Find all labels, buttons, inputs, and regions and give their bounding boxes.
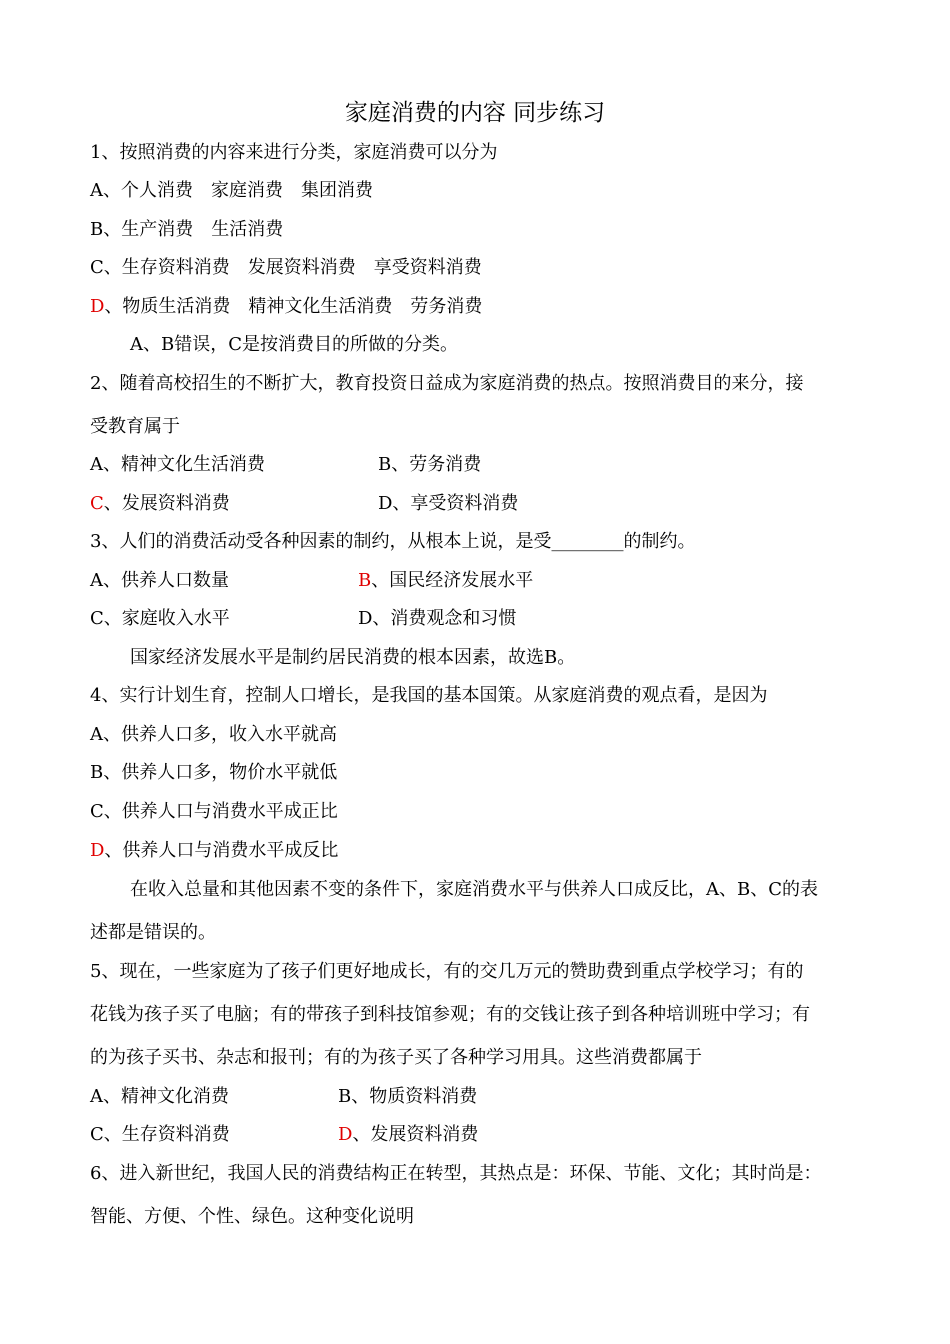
answer-letter: D (338, 1124, 353, 1145)
question-2-stem-line-1: 2、随着高校招生的不断扩大，教育投资日益成为家庭消费的热点。按照消费目的来分，接 (90, 373, 804, 394)
option-text: 、国民经济发展水平 (371, 570, 534, 591)
page-title: 家庭消费的内容 同步练习 (344, 100, 606, 126)
question-5-option-c: C、生存资料消费 (90, 1124, 230, 1145)
question-4-option-b: B、供养人口多，物价水平就低 (90, 762, 338, 783)
question-1-option-d (90, 294, 482, 320)
question-2-stem-line-2: 受教育属于 (90, 416, 180, 437)
question-3-option-a: A、供养人口数量 (90, 570, 229, 591)
question-1-option-b: B、生产消费 生活消费 (90, 219, 284, 240)
question-3-stem: 3、人们的消费活动受各种因素的制约，从根本上说，是受________的制约。 (90, 531, 696, 552)
question-3-option-c: C、家庭收入水平 (90, 608, 230, 629)
question-4-option-d (90, 838, 338, 864)
question-4-explanation-line-1: 在收入总量和其他因素不变的条件下，家庭消费水平与供养人口成反比，A、B、C的表 (130, 879, 818, 900)
question-4-stem: 4、实行计划生育，控制人口增长，是我国的基本国策。从家庭消费的观点看，是因为 (90, 685, 768, 706)
question-6-stem-line-2: 智能、方便、个性、绿色。这种变化说明 (90, 1206, 414, 1227)
option-text: 、发展资料消费 (103, 493, 230, 514)
question-2-option-d: D、享受资料消费 (378, 493, 519, 514)
question-6-stem-line-1: 6、进入新世纪，我国人民的消费结构正在转型，其热点是：环保、节能、文化；其时尚是： (90, 1163, 822, 1184)
option-text: 、供养人口与消费水平成反比 (104, 840, 339, 861)
answer-letter: C (90, 493, 104, 514)
question-2-option-b: B、劳务消费 (378, 454, 482, 475)
option-text: 、物质生活消费 精神文化生活消费 劳务消费 (104, 296, 483, 317)
answer-letter: B (358, 570, 372, 591)
question-1-option-c: C、生存资料消费 发展资料消费 享受资料消费 (90, 257, 482, 278)
question-5-option-b: B、物质资料消费 (338, 1086, 478, 1107)
question-1-stem: 1、按照消费的内容来进行分类，家庭消费可以分为 (90, 142, 498, 163)
question-1-explanation: A、B错误，C是按消费目的所做的分类。 (130, 334, 458, 355)
question-4-option-c: C、供养人口与消费水平成正比 (90, 801, 338, 822)
question-5-option-a: A、精神文化消费 (90, 1086, 229, 1107)
question-5-option-d (338, 1122, 478, 1148)
question-5-stem-line-3: 的为孩子买书、杂志和报刊；有的为孩子买了各种学习用具。这些消费都属于 (90, 1047, 702, 1068)
question-3-explanation: 国家经济发展水平是制约居民消费的根本因素，故选B。 (130, 647, 576, 668)
question-5-stem-line-1: 5、现在，一些家庭为了孩子们更好地成长，有的交几万元的赞助费到重点学校学习；有的 (90, 961, 804, 982)
question-3-option-d: D、消费观念和习惯 (358, 608, 517, 629)
question-1-option-a: A、个人消费 家庭消费 集团消费 (90, 180, 373, 201)
answer-letter: D (90, 296, 105, 317)
question-2-option-a: A、精神文化生活消费 (90, 454, 265, 475)
question-2-option-c (90, 491, 230, 517)
question-5-stem-line-2: 花钱为孩子买了电脑；有的带孩子到科技馆参观；有的交钱让孩子到各种培训班中学习；有 (90, 1004, 810, 1025)
option-text: 、发展资料消费 (352, 1124, 479, 1145)
question-3-option-b (358, 568, 533, 594)
answer-letter: D (90, 840, 105, 861)
question-4-explanation-line-2: 述都是错误的。 (90, 922, 216, 943)
question-4-option-a: A、供养人口多，收入水平就高 (90, 724, 337, 745)
